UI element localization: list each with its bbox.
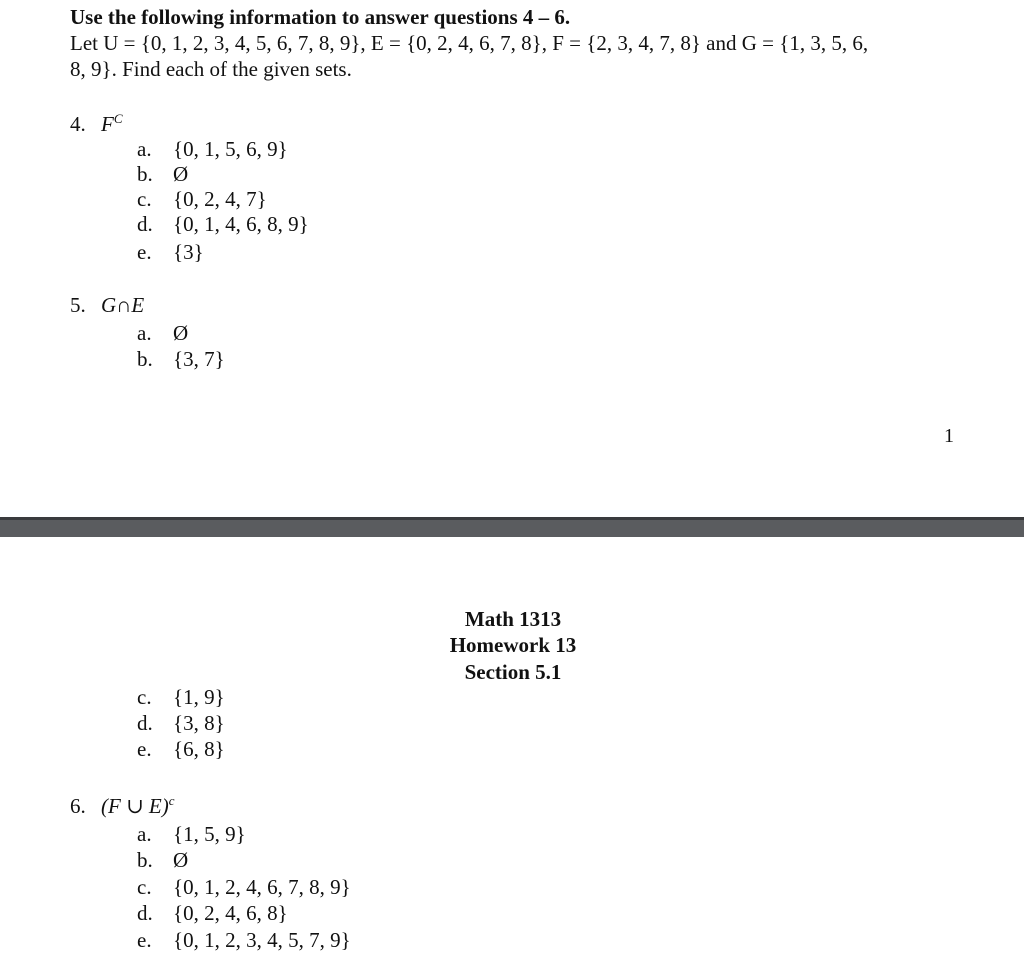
course-title: Math 1313	[464, 607, 562, 631]
question-6-option-a: a. {1, 5, 9}	[137, 822, 246, 846]
question-6-option-d: d. {0, 2, 4, 6, 8}	[137, 901, 288, 925]
question-6-option-b: b. Ø	[137, 848, 189, 872]
question-5-option-a: a. Ø	[137, 321, 189, 345]
homework-title: Homework 13	[449, 633, 577, 657]
question-5-option-b: b. {3, 7}	[137, 347, 225, 371]
question-number: 6.	[70, 794, 86, 818]
question-4-option-c: c. {0, 2, 4, 7}	[137, 187, 267, 211]
question-6-option-c: c. {0, 1, 2, 4, 6, 7, 8, 9}	[137, 875, 351, 899]
question-6-prompt	[70, 793, 175, 819]
instructions-sets-line: Let U = {0, 1, 2, 3, 4, 5, 6, 7, 8, 9}, E = {0, 2, 4, 6, 7, 8}, F = {2, 3, 4, 7, 8} and G = {1, 3, 5, 6,	[70, 31, 869, 55]
question-6-option-e: e. {0, 1, 2, 3, 4, 5, 7, 9}	[137, 928, 351, 952]
question-expression: (F ∪ E)$^c$	[101, 793, 175, 818]
question-5-option-c: c. {1, 9}	[137, 685, 225, 709]
document-page-2	[0, 537, 1024, 977]
page-number: 1	[944, 425, 954, 447]
question-expression: G∩E	[101, 293, 145, 317]
question-expression: $F^C$	[101, 111, 123, 136]
question-number: 5.	[70, 293, 86, 317]
question-5-option-e: e. {6, 8}	[137, 737, 225, 761]
question-4-option-e: e. {3}	[137, 240, 204, 264]
question-5-prompt	[70, 293, 144, 318]
page-break-divider	[0, 517, 1024, 537]
question-4-option-a: a. {0, 1, 5, 6, 9}	[137, 137, 288, 161]
question-4-option-d: d. {0, 1, 4, 6, 8, 9}	[137, 212, 309, 236]
question-4-option-b: b. Ø	[137, 162, 189, 186]
question-4-prompt	[70, 111, 123, 137]
instructions-title: Use the following information to answer questions 4 – 6.	[70, 5, 571, 29]
section-title: Section 5.1	[464, 660, 562, 684]
question-5-option-d: d. {3, 8}	[137, 711, 225, 735]
question-number: 4.	[70, 112, 86, 136]
instructions-sets-line-cont: 8, 9}. Find each of the given sets.	[70, 57, 352, 81]
